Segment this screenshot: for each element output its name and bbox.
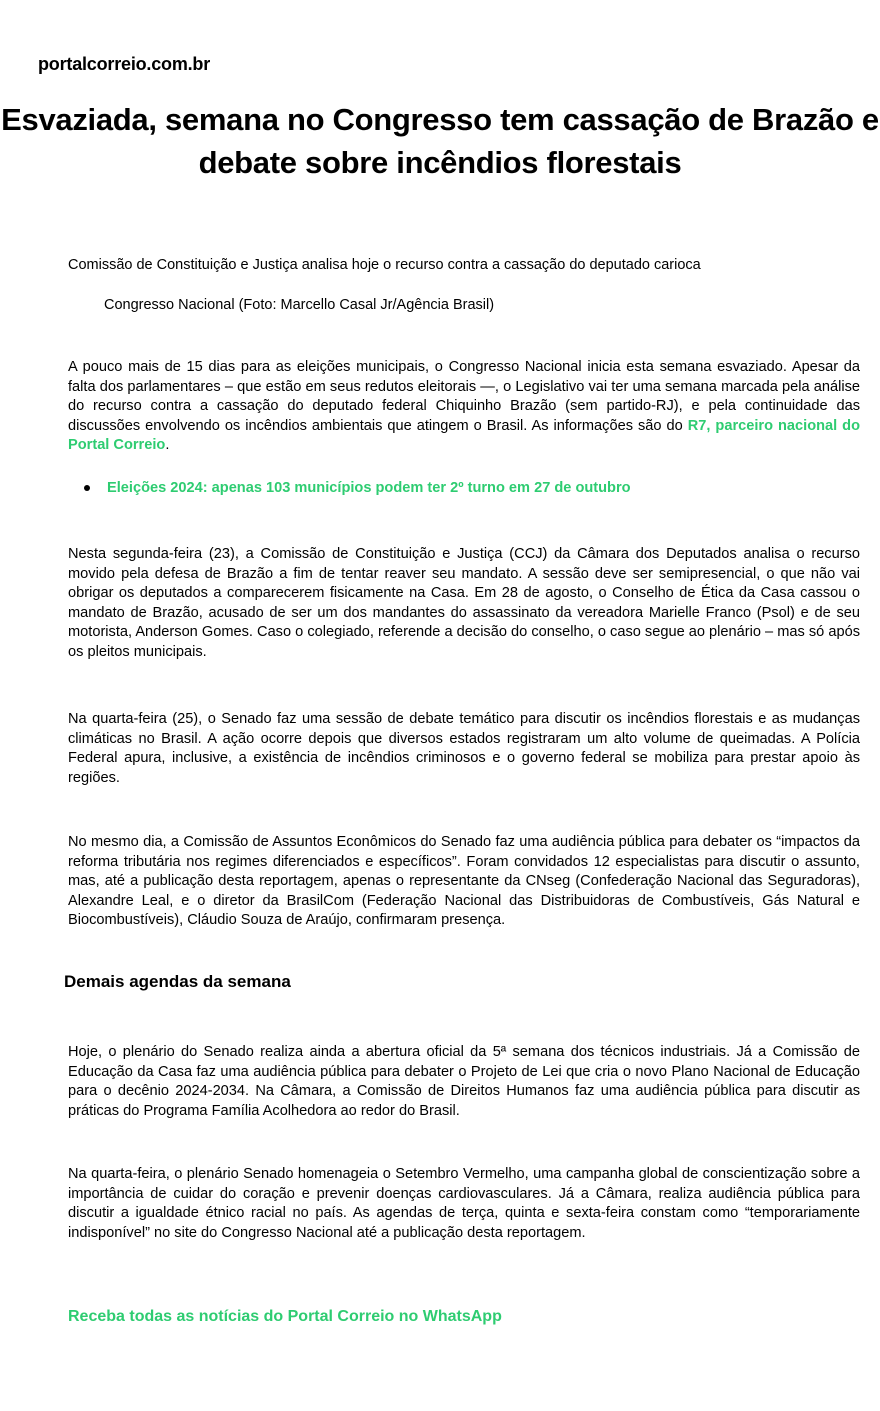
article-title: Esvaziada, semana no Congresso tem cassação de Brazão e debate sobre incêndios florestais bbox=[1, 102, 879, 180]
image-caption: Congresso Nacional (Foto: Marcello Casal Jr/Agência Brasil) bbox=[104, 297, 495, 313]
paragraph-cae: No mesmo dia, a Comissão de Assuntos Econômicos do Senado faz uma audiência pública para debater os “impactos da reforma tributária nos regimes diferenciados e específicos”. Foram convidados 12 especialistas para discutir o assunto, mas, até a publicação desta reportagem, apenas o representante da CNseg (Confederação Nacional das Seguradoras), Alexandre Leal, e o diretor da BrasilCom (Federação Nacional das Distribuidoras de Combustíveis, Gás Natural e Biocombustíveis), Cláudio Souza de Araújo, confirmaram presença. bbox=[68, 834, 860, 928]
paragraph-intro bbox=[68, 358, 860, 456]
paragraph-text: A pouco mais de 15 dias para as eleições municipais, o Congresso Nacional inicia esta semana esvaziado. Apesar da falta dos parlamentares – que estão em seus redutos eleitorais —, o Legislativo vai ter uma semana marcada pela análise do recurso contra a cassação do deputado federal Chiquinho Brazão (sem partido-RJ), e pela continuidade das discussões envolvendo os incêndios ambientais que atingem o Brasil. As informações são do bbox=[68, 359, 860, 434]
whatsapp-cta-link[interactable]: Receba todas as notícias do Portal Correio no WhatsApp bbox=[68, 1308, 502, 1325]
paragraph-end: . bbox=[165, 437, 170, 453]
site-name: portalcorreio.com.br bbox=[38, 54, 211, 74]
partner-link[interactable]: R7, parceiro nacional do Portal Correio bbox=[68, 417, 861, 453]
section-heading: Demais agendas da semana bbox=[64, 972, 291, 991]
bullet-icon bbox=[84, 485, 90, 491]
paragraph-hoje: Hoje, o plenário do Senado realiza ainda a abertura oficial da 5ª semana dos técnicos industriais. Já a Comissão de Educação da Casa faz uma audiência pública para debater o Projeto de Lei que cria o novo Plano Nacional de Educação para o decênio 2024-2034. Na Câmara, a Comissão de Direitos Humanos faz uma audiência pública para discutir as práticas do Programa Família Acolhedora ao redor do Brasil. bbox=[68, 1044, 860, 1119]
paragraph-quarta: Na quarta-feira, o plenário Senado homenageia o Setembro Vermelho, uma campanha global de conscientização sobre a importância de cuidar do coração e prevenir doenças cardiovasculares. Já a Câmara, realiza audiência pública para discutir a igualdade étnico racial no país. As agendas de terça, quinta e sexta-feira constam como “temporariamente indisponível” no site do Congresso Nacional até a publicação desta reportagem. bbox=[68, 1166, 860, 1241]
related-list-item bbox=[84, 480, 631, 496]
paragraph-ccj: Nesta segunda-feira (23), a Comissão de Constituição e Justiça (CCJ) da Câmara dos Deputados analisa o recurso movido pela defesa de Brazão a fim de tentar reaver seu mandato. A sessão deve ser semipresencial, o que não vai obrigar os deputados a comparecerem fisicamente na Casa. Em 28 de agosto, o Conselho de Ética da Casa cassou o mandato de Brazão, acusado de ser um dos mandantes do assassinato da vereadora Marielle Franco (Psol) e de seu motorista, Anderson Gomes. Caso o colegiado, referende a decisão do conselho, o caso segue ao plenário – mas só após os pleitos municipais. bbox=[68, 546, 860, 660]
article-subtitle: Comissão de Constituição e Justiça analisa hoje o recurso contra a cassação do deputado carioca bbox=[68, 257, 701, 273]
related-article-link[interactable]: Eleições 2024: apenas 103 municípios podem ter 2º turno em 27 de outubro bbox=[107, 480, 631, 496]
paragraph-senado: Na quarta-feira (25), o Senado faz uma sessão de debate temático para discutir os incêndios florestais e as mudanças climáticas no Brasil. A ação ocorre depois que diversos estados registraram um alto volume de queimadas. A Polícia Federal apura, inclusive, a existência de incêndios criminosos e o governo federal se mobiliza para prestar apoio às regiões. bbox=[68, 711, 860, 786]
